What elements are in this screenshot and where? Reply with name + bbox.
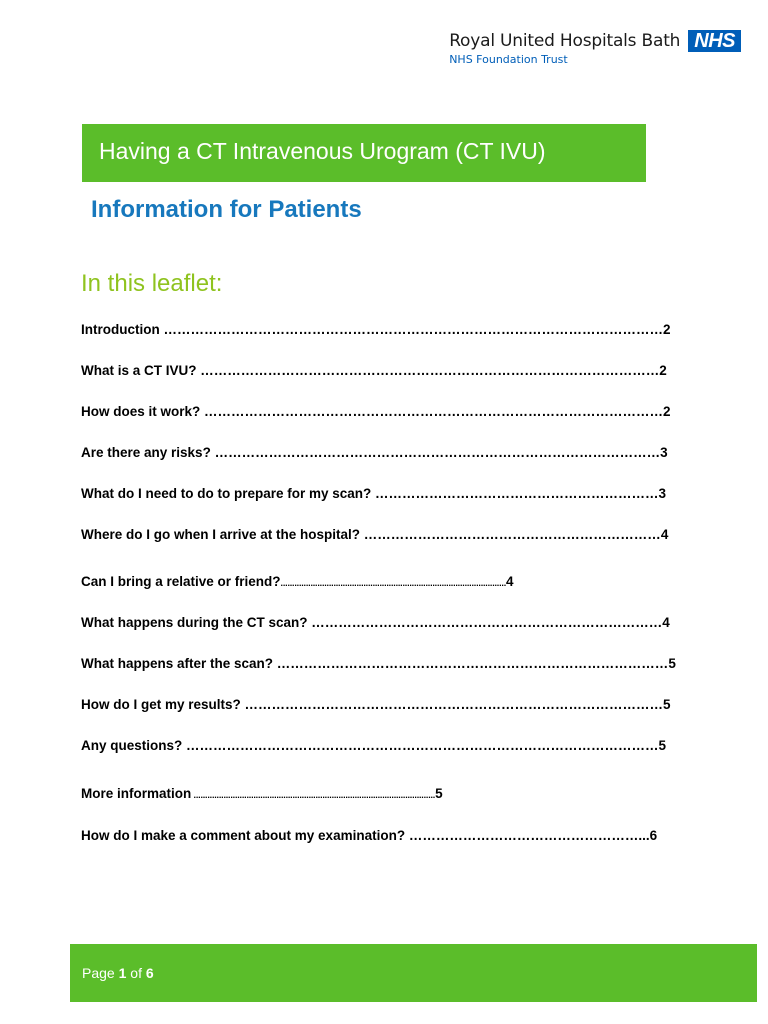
toc-page-number: 3	[660, 445, 668, 460]
org-text	[449, 30, 680, 67]
toc-entry[interactable]	[81, 696, 671, 714]
page-prefix: Page	[82, 965, 119, 981]
toc-entry[interactable]	[81, 403, 671, 421]
toc-page-number: 5	[658, 738, 667, 753]
leaflet-heading: In this leaflet:	[81, 270, 223, 297]
document-subtitle: Information for Patients	[91, 196, 362, 223]
toc-page-number: 6	[649, 828, 658, 843]
toc-entry[interactable]	[81, 614, 670, 632]
toc-dot-leader: …………………………………………………………………………………………	[200, 404, 664, 419]
header-logo	[449, 30, 741, 67]
toc-dot-leader: ..................................................................................................	[280, 578, 506, 588]
toc-entry-title: What happens during the CT scan?	[81, 615, 308, 630]
toc-dot-leader: ………………………………………………………………………………………	[210, 445, 661, 460]
toc-page-number: 5	[668, 656, 676, 671]
org-subtitle: NHS Foundation Trust	[449, 53, 568, 66]
toc-entry[interactable]	[81, 785, 443, 804]
toc-entry-title: How do I get my results?	[81, 697, 241, 712]
toc-page-number: 4	[662, 615, 670, 630]
toc-entry-title: Are there any risks?	[81, 445, 211, 460]
toc-entry-title: What do I need to do to prepare for my scan?	[81, 486, 372, 501]
toc-page-number: 2	[659, 363, 667, 378]
toc-page-number: 5	[663, 697, 671, 712]
toc-entry-title: Where do I go when I arrive at the hospital?	[81, 527, 361, 542]
toc-page-number: 4	[506, 574, 514, 589]
toc-entry[interactable]	[81, 485, 666, 503]
toc-dot-leader: ……………………………………………………………………………………………	[182, 738, 659, 753]
toc-dot-leader: ……………………………………………………………………	[307, 615, 663, 630]
toc-page-number: 5	[435, 786, 443, 801]
toc-entry[interactable]	[81, 526, 668, 544]
toc-entry[interactable]	[81, 655, 676, 673]
toc-entry-title: What happens after the scan?	[81, 656, 274, 671]
toc-entry-title: How do I make a comment about my examination?	[81, 828, 406, 843]
page-of: of	[126, 965, 146, 981]
toc-entry-title: What is a CT IVU?	[81, 363, 197, 378]
toc-page-number: 3	[658, 486, 667, 501]
toc-entry-title: More information	[81, 786, 192, 801]
toc-entry[interactable]	[81, 321, 671, 339]
document-title: Having a CT Intravenous Urogram (CT IVU)	[99, 138, 546, 164]
toc-dot-leader: …………………………………………………………………………………	[240, 697, 664, 712]
title-bar	[82, 124, 646, 182]
total-page-count: 6	[145, 965, 154, 981]
toc-entry[interactable]	[81, 737, 666, 755]
toc-dot-leader: …………………………………………………………………………………………	[196, 363, 660, 378]
toc-dot-leader: ……………………………………………………………………………	[273, 656, 669, 671]
toc-entry-title: Any questions?	[81, 738, 183, 753]
toc-dot-leader: …………………………………………………………………………………………………	[159, 322, 663, 337]
toc-dot-leader: …………………………………………………………	[360, 527, 661, 542]
org-name: Royal United Hospitals Bath	[449, 31, 681, 51]
page-indicator	[82, 964, 154, 982]
nhs-logo: NHS	[688, 30, 741, 52]
toc-entry[interactable]	[81, 362, 667, 380]
toc-entry[interactable]	[81, 827, 657, 845]
toc-dot-leader: ………………………………………………………	[371, 486, 659, 501]
toc-dot-leader: .........................................................................................................	[191, 790, 436, 800]
current-page-number: 1	[118, 965, 127, 981]
toc-dot-leader: ……………………………………………...	[405, 828, 650, 843]
toc-entry-title: How does it work?	[81, 404, 201, 419]
toc-entry[interactable]	[81, 444, 668, 462]
toc-page-number: 2	[663, 404, 671, 419]
toc-entry-title: Can I bring a relative or friend?	[81, 574, 281, 589]
toc-entry-title: Introduction	[81, 322, 160, 337]
toc-entry[interactable]	[81, 573, 514, 592]
footer-bar	[70, 944, 757, 1002]
toc-page-number: 4	[660, 527, 669, 542]
toc-page-number: 2	[663, 322, 671, 337]
